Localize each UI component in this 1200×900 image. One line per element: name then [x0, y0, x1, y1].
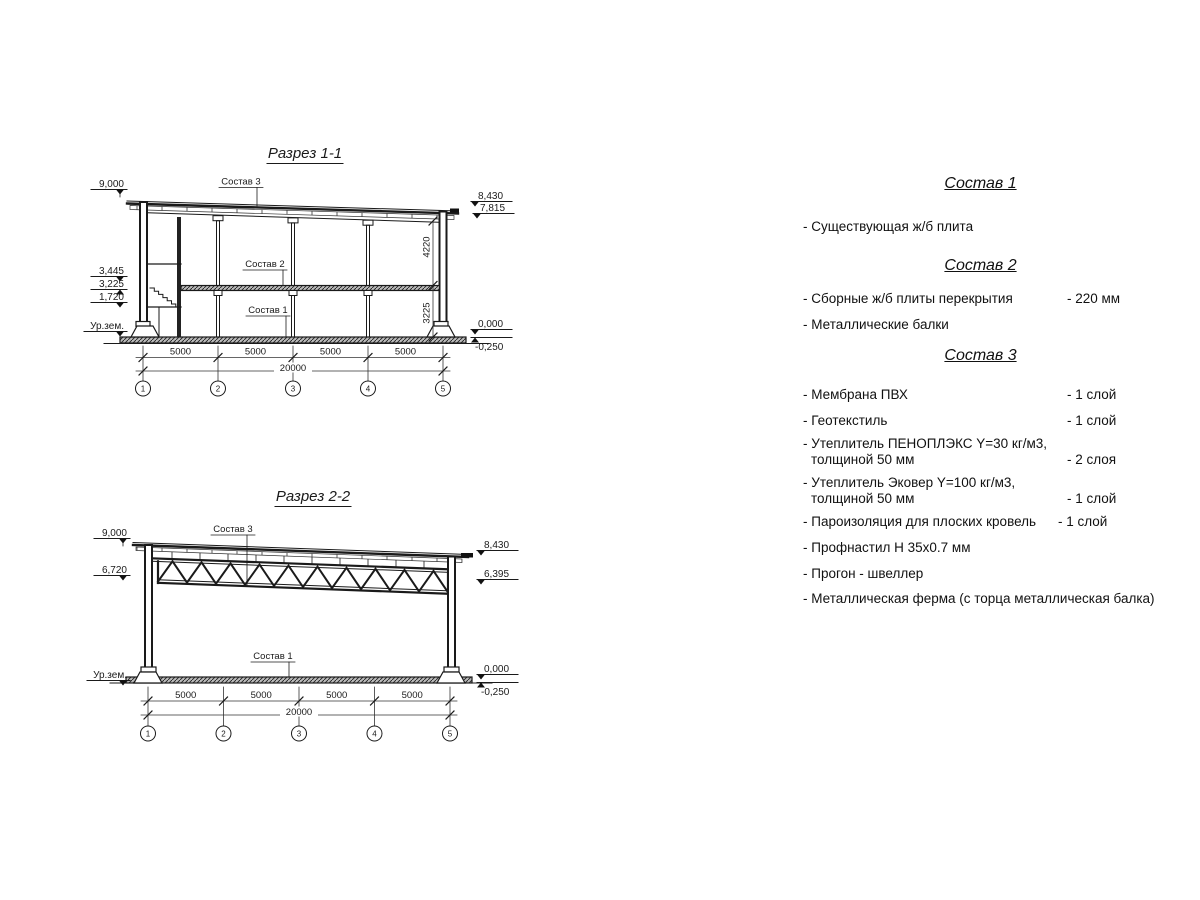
legend-item-name: - Существующая ж/б плита	[803, 219, 974, 234]
elevation-mark: 3,445	[98, 266, 124, 277]
dimensions-1	[136, 346, 450, 381]
span-dim: 5000	[250, 690, 272, 701]
axis-bubbles-2	[141, 726, 458, 741]
legend-item-qty: - 1 слой	[1067, 490, 1117, 506]
span-dim: 5000	[394, 346, 417, 358]
elevation-mark: 9,000	[101, 528, 127, 539]
label-sostav2: Состав 2	[245, 259, 285, 270]
span-dim: 5000	[319, 346, 342, 358]
legend-title-sostav1: Состав 1	[944, 175, 1017, 192]
legend-item	[803, 540, 1165, 556]
legend-item-name: - Мембрана ПВХ	[803, 387, 908, 402]
axis-number: 1	[145, 729, 151, 739]
legend-item	[803, 413, 1165, 429]
elevation-mark: -0,250	[475, 342, 504, 353]
span-dim: 5000	[169, 346, 192, 358]
elevation-mark: 6,720	[101, 565, 127, 576]
elevation-marks-left-2	[87, 528, 130, 686]
axis-number: 4	[372, 729, 377, 739]
elevation-mark: 6,395	[484, 569, 510, 580]
elevation-mark: 8,430	[478, 191, 504, 202]
legend-item-name: - Геотекстиль	[803, 413, 888, 428]
axis-number: 5	[440, 384, 446, 394]
label-sostav3: Состав 3	[221, 176, 261, 188]
legend-item	[803, 317, 1165, 333]
floor-slab-2	[110, 677, 492, 683]
section-2-title: Разрез 2-2	[275, 488, 351, 505]
elevation-marks-right-1	[471, 191, 514, 353]
elevation-mark: 0,000	[484, 664, 510, 675]
legend-item-qty: - 2 слоя	[1067, 451, 1117, 467]
axis-number: 3	[290, 384, 296, 394]
legend-item	[803, 591, 1165, 607]
legend-item-qty: - 1 слой	[1067, 387, 1117, 402]
axis-number: 2	[221, 729, 226, 739]
ground-level-label: Ур.зем.	[93, 670, 127, 681]
legend-item	[803, 219, 1165, 235]
legend-item	[803, 436, 1165, 467]
roof-1	[127, 201, 459, 225]
legend-item-qty: - 1 слой	[1058, 514, 1108, 529]
elevation-mark: 1,720	[98, 292, 124, 303]
legend-item-name: - Прогон - швеллер	[803, 566, 924, 581]
legend-item-qty: - 220 мм	[1067, 291, 1121, 306]
elevation-mark: 8,430	[484, 540, 510, 551]
legend-item-name: - Металлические балки	[803, 317, 949, 332]
elevation-mark: -0,250	[481, 687, 510, 698]
elevation-mark: 3,225	[98, 279, 124, 290]
span-dim: 5000	[326, 690, 348, 701]
legend-item-name: - Пароизоляция для плоских кровель	[803, 514, 1037, 529]
section-1-title: Разрез 1-1	[267, 145, 343, 162]
axis-bubbles-1	[136, 381, 451, 396]
ground-level-label: Ур.зем.	[90, 321, 124, 332]
legend-item-name: - Утеплитель Эковер Y=100 кг/м3, толщиной 50 мм	[803, 475, 1016, 506]
legend-item-name: - Профнастил Н 35х0.7 мм	[803, 540, 971, 555]
staircase	[147, 264, 181, 336]
dim-3225: 3225	[421, 302, 433, 324]
elevation-marks-left-1	[84, 179, 127, 337]
axis-number: 4	[365, 384, 371, 394]
total-dim: 20000	[285, 707, 313, 718]
section-2-2	[87, 488, 518, 741]
span-dim: 5000	[244, 346, 267, 358]
legend-item	[803, 566, 1165, 582]
span-dim: 5000	[175, 690, 197, 701]
legend-title-sostav2: Состав 2	[944, 257, 1017, 274]
label-sostav3: Состав 3	[213, 524, 253, 535]
legend-item-qty: - 1 слой	[1067, 413, 1117, 428]
axis-number: 5	[447, 729, 453, 739]
elevation-mark: 7,815	[480, 203, 506, 214]
axis-number: 3	[296, 729, 302, 739]
legend-item	[803, 387, 1165, 403]
dim-4220: 4220	[421, 236, 433, 258]
legend-item-name: - Металлическая ферма (с торца металлическая балка)	[803, 591, 1155, 606]
axis-number: 1	[140, 384, 146, 394]
legend-item	[803, 291, 1165, 307]
axis-number: 2	[215, 384, 221, 394]
sostav-labels-1	[219, 177, 290, 338]
dimensions-2	[141, 687, 457, 726]
legend-item	[803, 514, 1165, 530]
span-dim: 5000	[401, 690, 423, 701]
label-sostav1: Состав 1	[253, 651, 293, 662]
total-dim: 20000	[279, 363, 307, 374]
legend-item	[803, 475, 1165, 506]
section-1-1	[84, 145, 514, 396]
elevation-mark: 0,000	[478, 319, 504, 330]
legend-title-sostav3: Состав 3	[944, 347, 1017, 364]
legend-item-name: - Сборные ж/б плиты перекрытия	[803, 291, 1013, 306]
legend-item-name: - Утеплитель ПЕНОПЛЭКС Y=30 кг/м3, толщиной 50 мм	[803, 436, 1048, 467]
label-sostav1: Состав 1	[248, 305, 288, 316]
elevation-marks-right-2	[477, 540, 518, 698]
elevation-mark: 9,000	[98, 179, 124, 190]
